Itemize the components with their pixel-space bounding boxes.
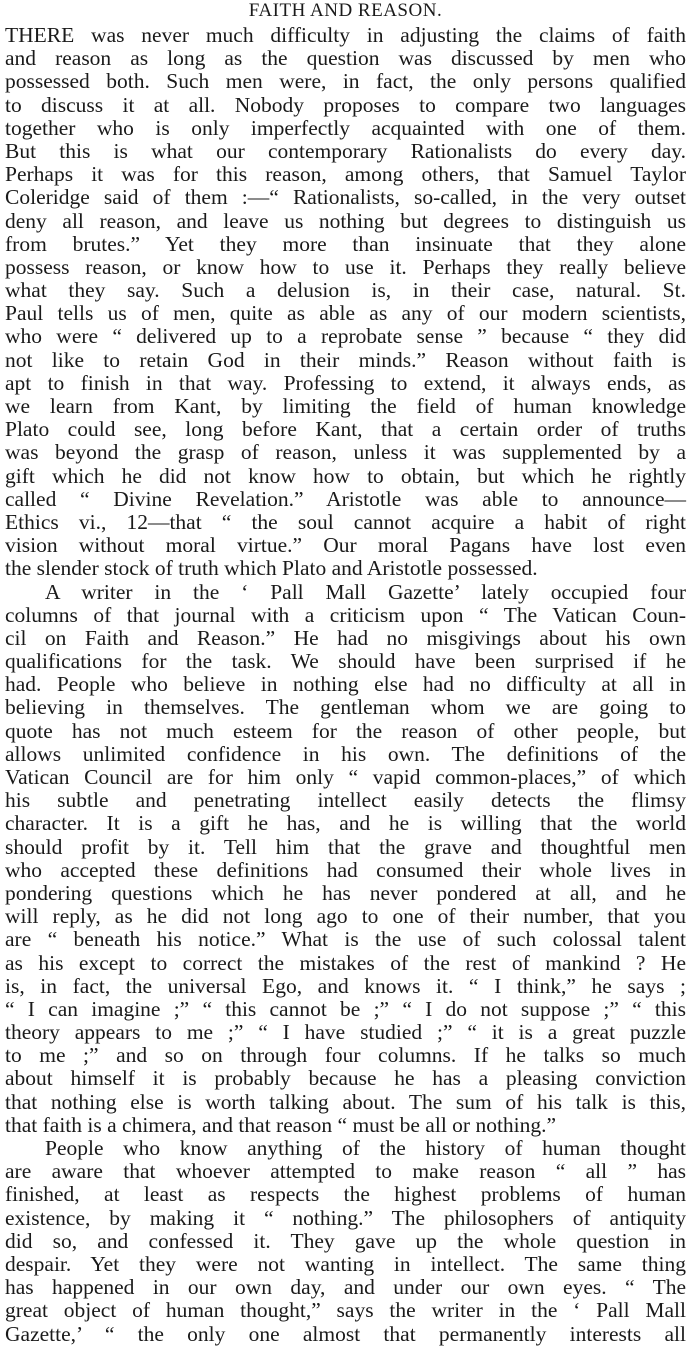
text-line: believing in themselves. The gentleman whom we are going to bbox=[5, 695, 686, 720]
text-line: together who is only imperfectly acquainted with one of them. bbox=[5, 115, 686, 140]
text-line: should profit by it. Tell him that the grave and thoughtful men bbox=[5, 834, 686, 859]
text-line: despair. Yet they were not wanting in intellect. The same thing bbox=[5, 1251, 686, 1276]
text-line: Coleridge said of them :—“ Rationalists, so-called, in the very outset bbox=[5, 185, 686, 210]
text-line: Vatican Council are for him only “ vapid common-places,” of which bbox=[5, 765, 686, 789]
text-line: is, in fact, the universal Ego, and knows it. “ I think,” he says ; bbox=[5, 973, 686, 998]
text-line: columns of that journal with a criticism upon “ The Vatican Coun- bbox=[5, 602, 686, 627]
text-line: are “ beneath his notice.” What is the use of such colossal talent bbox=[5, 927, 686, 952]
text-line: from brutes.” Yet they more than insinuate that they alone bbox=[5, 231, 686, 256]
text-line: qualifications for the task. We should have been surprised if he bbox=[5, 649, 686, 674]
text-line: existence, by making it “ nothing.” The philosophers of antiquity bbox=[5, 1205, 686, 1230]
text-line: finished, at least as respects the highest problems of human bbox=[5, 1182, 686, 1207]
text-line: Ethics vi., 12—that “ the soul cannot acquire a habit of right bbox=[5, 509, 686, 534]
text-line: called “ Divine Revelation.” Aristotle was able to announce— bbox=[5, 486, 686, 511]
text-line: People who know anything of the history of human thought bbox=[45, 1136, 686, 1160]
text-line: allows unlimited confidence in his own. The definitions of the bbox=[5, 741, 686, 766]
text-line: deny all reason, and leave us nothing but degrees to distinguish us bbox=[5, 208, 686, 233]
text-line: we learn from Kant, by limiting the field of human knowledge bbox=[5, 394, 686, 418]
text-line: A writer in the ‘ Pall Mall Gazette’ lately occupied four bbox=[45, 579, 686, 604]
text-line: are aware that whoever attempted to make reason “ all ” has bbox=[5, 1159, 686, 1184]
text-line: Paul tells us of men, quite as able as any of our modern scientists, bbox=[5, 301, 686, 326]
text-line: has happened in our own day, and under our own eyes. “ The bbox=[5, 1275, 686, 1300]
text-line: Perhaps it was for this reason, among others, that Samuel Taylor bbox=[5, 162, 686, 187]
text-line: vision without moral virtue.” Our moral Pagans have lost even bbox=[5, 533, 686, 558]
text-line: his subtle and penetrating intellect easily detects the flimsy bbox=[5, 788, 686, 813]
text-line: had. People who believe in nothing else had no difficulty at all in bbox=[5, 672, 686, 697]
paragraph bbox=[5, 1137, 686, 1346]
text-line: quote has not much esteem for the reason of other people, but bbox=[5, 718, 686, 743]
article-title: FAITH AND REASON. bbox=[248, 0, 443, 21]
text-line: apt to finish in that way. Professing to extend, it always ends, as bbox=[5, 370, 686, 395]
text-line: character. It is a gift he has, and he is willing that the world bbox=[5, 811, 686, 836]
text-line: to me ;” and so on through four columns. If he talks so much bbox=[5, 1043, 686, 1068]
text-line: But this is what our contemporary Rationalists do every day. bbox=[5, 138, 686, 163]
text-line: not like to retain God in their minds.” Reason without faith is bbox=[5, 347, 686, 372]
text-line: who accepted these definitions had consumed their whole lives in bbox=[5, 857, 686, 882]
text-line: and reason as long as the question was discussed by men who bbox=[5, 46, 686, 71]
text-line: possess reason, or know how to use it. Perhaps they really believe bbox=[5, 254, 686, 279]
text-line: THERE was never much difficulty in adjusting the claims of faith bbox=[5, 23, 686, 47]
text-line: was beyond the grasp of reason, unless it was supplemented by a bbox=[5, 440, 686, 465]
paragraph bbox=[5, 24, 686, 581]
text-line: what they say. Such a delusion is, in their case, natural. St. bbox=[5, 278, 686, 303]
text-line: Plato could see, long before Kant, that a certain order of truths bbox=[5, 417, 686, 442]
text-line: gift which he did not know how to obtain, but which he rightly bbox=[5, 463, 686, 488]
text-line: that faith is a chimera, and that reason “ must be all or nothing.” bbox=[5, 1112, 557, 1137]
paragraph bbox=[5, 581, 686, 1138]
text-line: pondering questions which he has never pondered at all, and he bbox=[5, 880, 686, 905]
text-line: as his except to correct the mistakes of the rest of mankind ? He bbox=[5, 950, 686, 975]
text-line: will reply, as he did not long ago to one of their number, that you bbox=[5, 904, 686, 929]
text-line: to discuss it at all. Nobody proposes to compare two languages bbox=[5, 92, 686, 117]
text-line: who were “ delivered up to a reprobate sense ” because “ they did bbox=[5, 324, 686, 349]
article-body bbox=[5, 24, 686, 1346]
text-line: that nothing else is worth talking about. The sum of his talk is this, bbox=[5, 1089, 686, 1114]
text-line: great object of human thought,” says the writer in the ‘ Pall Mall bbox=[5, 1298, 686, 1323]
text-line: did so, and confessed it. They gave up the whole question in bbox=[5, 1228, 686, 1253]
text-line: about himself it is probably because he has a pleasing conviction bbox=[5, 1066, 686, 1091]
text-line: possessed both. Such men were, in fact, the only persons qualified bbox=[5, 69, 686, 94]
text-line: Gazette,’ “ the only one almost that permanently interests all bbox=[5, 1321, 686, 1346]
text-line: the slender stock of truth which Plato and Aristotle possessed. bbox=[5, 556, 538, 581]
text-line: cil on Faith and Reason.” He had no misgivings about his own bbox=[5, 625, 686, 650]
text-line: “ I can imagine ;” “ this cannot be ;” “ I do not suppose ;” “ this bbox=[5, 996, 686, 1021]
text-line: theory appears to me ;” “ I have studied ;” “ it is a great puzzle bbox=[5, 1020, 686, 1045]
